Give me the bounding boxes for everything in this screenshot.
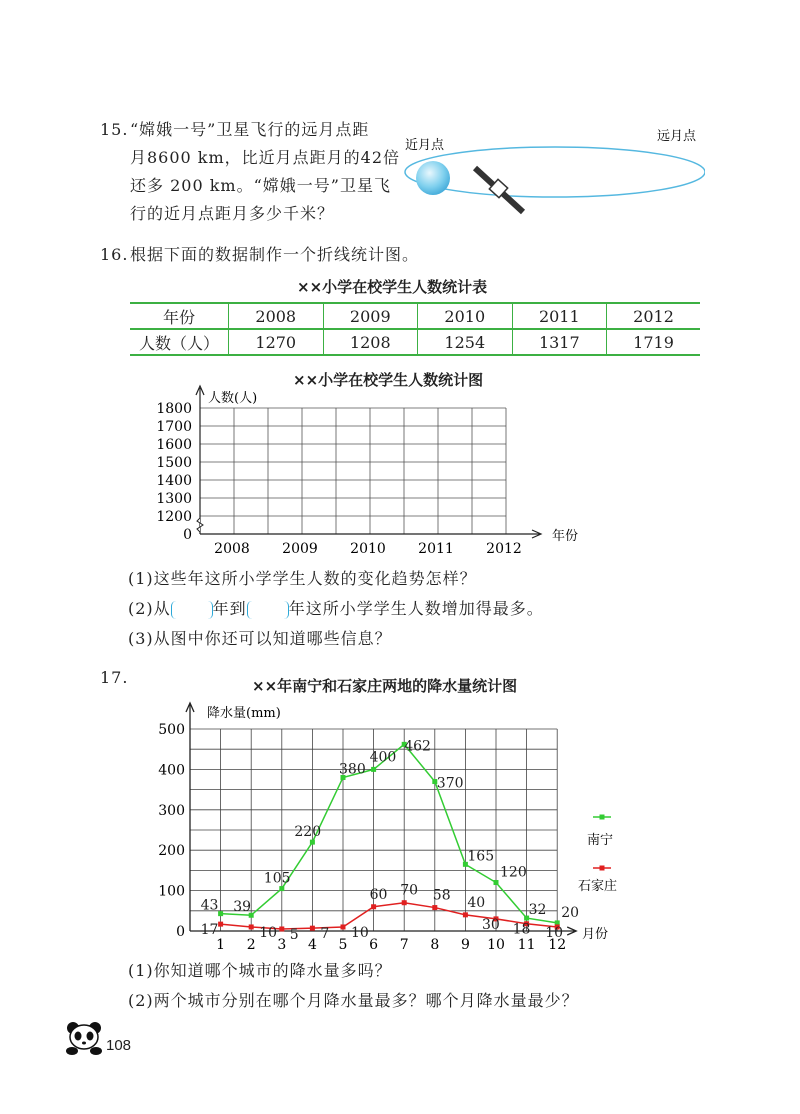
q15-line: 行的近月点距月多少千米？ [130,204,335,223]
q17-sub1: (1)你知道哪个城市的降水量多吗？ [128,961,392,980]
data-label: 20 [561,904,580,921]
x-tick-label: 12 [548,937,567,950]
x-tick-label: 4 [307,937,317,950]
data-label: 165 [467,848,495,865]
table-cell: 年份 [130,304,229,329]
x-tick-label: 2009 [282,541,318,557]
page-number: 108 [106,1037,132,1054]
data-label: 7 [320,926,330,943]
data-label: 39 [233,899,252,916]
y-tick-labels [156,401,192,543]
x-tick-labels [214,541,522,557]
data-point [279,886,284,891]
y-axis-label: 人数(人) [208,391,258,406]
data-label: 105 [263,870,291,887]
table-cell: 2008 [229,304,324,329]
q17-sub2: (2)两个城市分别在哪个月降水量最多？哪个月降水量最少？ [128,991,579,1010]
data-point [279,926,284,931]
data-label: 462 [404,738,431,755]
data-label: 18 [512,921,531,938]
data-label: 370 [436,775,464,792]
legend [578,815,617,895]
y-tick-label: 200 [158,843,185,860]
x-tick-label: 9 [460,937,470,950]
x-tick-label: 2 [246,937,256,950]
data-label: 70 [400,882,419,899]
stats-table [130,304,700,354]
y-tick-labels [158,722,185,940]
table-cell: 1719 [633,332,674,352]
data-point [218,922,223,927]
x-tick-label: 2008 [214,541,250,557]
data-point [402,900,407,905]
satellite-icon [475,168,523,212]
legend-label: 石家庄 [578,879,618,894]
q16-number: 16. [100,245,129,264]
x-tick-label: 5 [338,937,348,950]
data-point [371,767,376,772]
y-tick-label: 0 [176,924,185,940]
grid-chart-title: ××小学在校学生人数统计图 [293,371,484,389]
data-point [463,912,468,917]
y-tick-label: 1700 [156,419,192,435]
rainfall-chart [150,700,650,950]
data-label: 120 [500,864,527,881]
table-cell: 2010 [418,304,513,329]
x-tick-label: 7 [399,937,409,950]
x-tick-label: 2010 [350,541,386,557]
data-label: 58 [432,887,451,904]
table-row [130,329,700,354]
x-axis-label: 年份 [552,529,579,544]
data-point [341,924,346,929]
x-tick-label: 1 [216,937,226,950]
y-tick-label: 0 [183,527,192,543]
q15-number: 15. [100,120,129,139]
q15-line: 月8600 km，比近月点距月的42倍 [130,148,401,167]
data-label: 40 [467,894,486,911]
answer-blank-end-year[interactable] [247,601,289,619]
y-tick-label: 1200 [156,509,192,525]
table-cell: 2009 [323,304,418,329]
stats-table-wrap [130,302,700,356]
y-tick-label: 100 [158,883,185,900]
y-tick-label: 500 [158,722,185,738]
y-tick-label: 1300 [156,491,192,507]
data-point [371,904,376,909]
q16-sub3: (3)从图中你还可以知道哪些信息？ [128,629,392,648]
legend-item [578,866,617,895]
data-label: 400 [369,749,397,766]
x-tick-label: 2011 [418,541,454,557]
y-tick-label: 1500 [156,455,192,471]
blank-grid-chart [140,382,600,560]
data-label: 32 [528,902,547,919]
table-cell: 1317 [512,329,607,354]
series-nanning [201,738,579,925]
series-line [221,744,558,923]
x-tick-label: 2012 [486,541,522,557]
table-cell: 2011 [512,304,607,329]
data-point [249,924,254,929]
data-point [218,911,223,916]
data-label: 60 [369,886,388,903]
table-cell: 1270 [229,329,324,354]
y-tick-label: 1800 [156,401,192,417]
chart-title: ××年南宁和石家庄两地的降水量统计图 [252,677,518,695]
grid-lines [200,408,506,534]
y-axis-label: 降水量(mm) [207,706,281,721]
table-cell: 人数（人） [130,329,229,354]
data-label: 10 [545,924,564,941]
legend-item [587,815,613,849]
q16-sub2-part: (2)从 [128,599,171,618]
data-label: 380 [339,761,366,778]
q15-text [130,116,400,228]
data-label: 10 [351,924,369,941]
panda-icon [62,1018,106,1058]
x-tick-label: 6 [369,937,379,950]
table-cell: 1208 [323,329,418,354]
q16-sub1: (1)这些年这所小学学生人数的变化趋势怎样？ [128,569,477,588]
q17-number: 17. [100,668,129,687]
data-label: 30 [482,916,500,933]
data-point [310,926,315,931]
orbit-diagram [395,112,705,232]
data-label: 220 [294,824,322,841]
x-axis-label: 月份 [582,927,609,942]
x-tick-label: 8 [430,937,440,950]
table-row [130,304,700,329]
answer-blank-start-year[interactable] [171,601,213,619]
q16-sub2 [128,595,544,623]
data-label: 17 [200,922,219,939]
data-label: 43 [200,897,219,914]
data-point [432,905,437,910]
y-tick-label: 400 [158,762,185,779]
moon-icon [416,161,450,195]
x-tick-label: 11 [517,937,536,950]
x-tick-label: 3 [277,937,287,950]
q16-prompt: 根据下面的数据制作一个折线统计图。 [130,245,420,264]
data-label: 5 [289,926,299,943]
axis-break-icon [197,518,203,532]
q15-line: 还多 200 km。“嫦娥一号”卫星飞 [130,176,391,195]
y-tick-label: 1400 [156,473,192,489]
table-title: ××小学在校学生人数统计表 [297,278,488,296]
y-tick-label: 1600 [156,437,192,453]
q16-sub2-part: 年这所小学学生人数增加得最多。 [288,599,544,618]
y-tick-label: 300 [158,802,185,819]
data-point [494,880,499,885]
legend-label: 南宁 [587,833,614,848]
q15-line: “嫦娥一号”卫星飞行的远月点距 [130,120,370,139]
table-cell: 1254 [418,329,513,354]
near-point-label: 近月点 [405,138,445,153]
table-cell: 2012 [607,304,700,329]
q16-sub2-part: 年到 [212,599,247,618]
data-point [310,840,315,845]
data-label: 10 [259,924,278,941]
far-point-label: 远月点 [657,129,697,144]
x-tick-label: 10 [487,937,505,950]
orbit-ellipse [405,147,705,197]
